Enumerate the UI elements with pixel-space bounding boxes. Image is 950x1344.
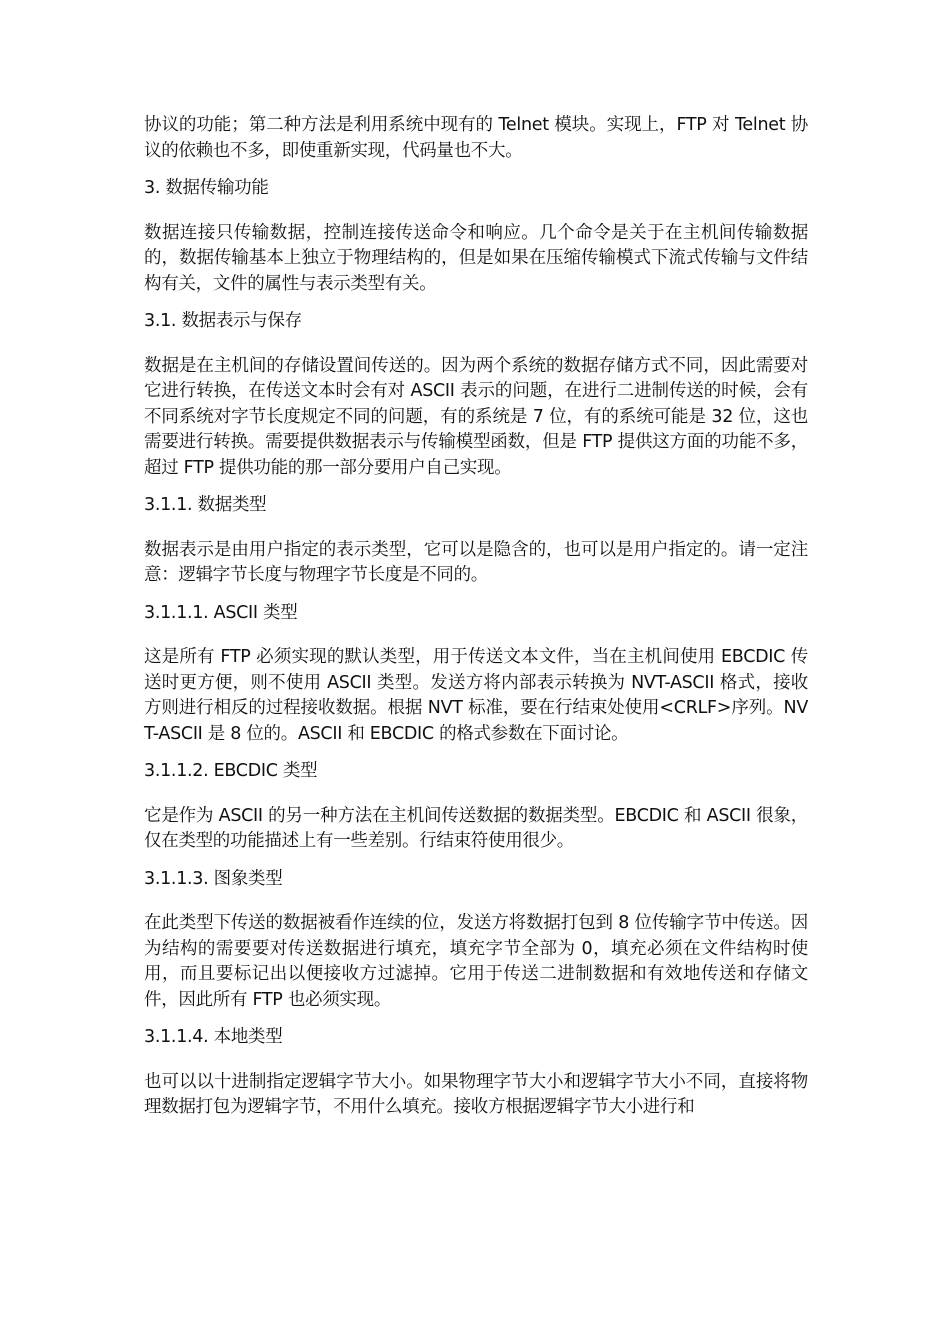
paragraph-local-type: 也可以以十进制指定逻辑字节大小。如果物理字节大小和逻辑字节大小不同，直接将物理数据打包为逻辑字节，不用什么填充。接收方根据逻辑字节大小进行和 xyxy=(144,1071,808,1117)
heading-data-types: 3.1.1. 数据类型 xyxy=(144,495,267,515)
heading-ascii-type: 3.1.1.1. ASCII 类型 xyxy=(144,602,298,623)
spacer xyxy=(144,589,808,601)
paragraph-image-type: 在此类型下传送的数据被看作连续的位，发送方将数据打包到 8 位传输字节中传送。因为结构的需要要对传送数据进行填充，填充字节全部为 0，填充必须在文件结构时使用，而且要标记出以便接收方过滤掉。它用于传送二进制数据和有效地传送和存储文件，因此所有 FTP 也必须实现。 xyxy=(144,913,808,1010)
spacer xyxy=(144,297,808,309)
paragraph-ebcdic-type: 它是作为 ASCII 的另一种方法在主机间传送数据的数据类型。EBCDIC 和 ASCII 很象，仅在类型的功能描述上有一些差别。行结束符使用很少。 xyxy=(144,805,808,851)
heading-data-representation-storage: 3.1. 数据表示与保存 xyxy=(144,311,302,331)
document-body xyxy=(144,113,808,1121)
spacer xyxy=(144,519,808,538)
spacer xyxy=(144,481,808,493)
heading-ebcdic-type: 3.1.1.2. EBCDIC 类型 xyxy=(144,761,318,781)
spacer xyxy=(144,1013,808,1025)
paragraph-data-types: 数据表示是由用户指定的表示类型，它可以是隐含的，也可以是用户指定的。请一定注意：逻辑字节长度与物理字节长度是不同的。 xyxy=(144,539,808,585)
spacer xyxy=(144,626,808,645)
spacer xyxy=(144,335,808,354)
spacer xyxy=(144,785,808,804)
spacer xyxy=(144,1051,808,1070)
spacer xyxy=(144,855,808,867)
paragraph-data-connection: 数据连接只传输数据，控制连接传送命令和响应。几个命令是关于在主机间传输数据的，数据传输基本上独立于物理结构的，但是如果在压缩传输模式下流式传输与文件结构有关，文件的属性与表示类型有关。 xyxy=(144,222,808,294)
spacer xyxy=(144,892,808,911)
paragraph-ascii-type: 这是所有 FTP 必须实现的默认类型，用于传送文本文件，当在主机间使用 EBCDIC 传送时更方便，则不使用 ASCII 类型。发送方将内部表示转换为 NVT-ASCII 格式，接收方则进行相反的过程接收数据。根据 NVT 标准，要在行结束处使用<CRLF>序列。NVT-ASCII 是 8 位的。ASCII 和 EBCDIC 的格式参数在下面讨论。 xyxy=(144,647,808,744)
heading-image-type: 3.1.1.3. 图象类型 xyxy=(144,868,283,889)
heading-data-transfer-function: 3. 数据传输功能 xyxy=(144,178,269,198)
spacer xyxy=(144,747,808,759)
paragraph-data-storage: 数据是在主机间的存储设置间传送的。因为两个系统的数据存储方式不同，因此需要对它进行转换，在传送文本时会有对 ASCII 表示的问题，在进行二进制传送的时候，会有不同系统对字节长度规定不同的问题，有的系统是 7 位，有的系统可能是 32 位，这也需要进行转换。需要提供数据表示与传输模型函数，但是 FTP 提供这方面的功能不多，超过 FTP 提供功能的那一部分要用户自己实现。 xyxy=(144,355,808,478)
paragraph-telnet-module: 协议的功能；第二种方法是利用系统中现有的 Telnet 模块。实现上，FTP 对 Telnet 协议的依赖也不多，即使重新实现，代码量也不大。 xyxy=(144,115,808,161)
spacer xyxy=(144,164,808,176)
spacer xyxy=(144,202,808,221)
heading-local-type: 3.1.1.4. 本地类型 xyxy=(144,1027,283,1047)
